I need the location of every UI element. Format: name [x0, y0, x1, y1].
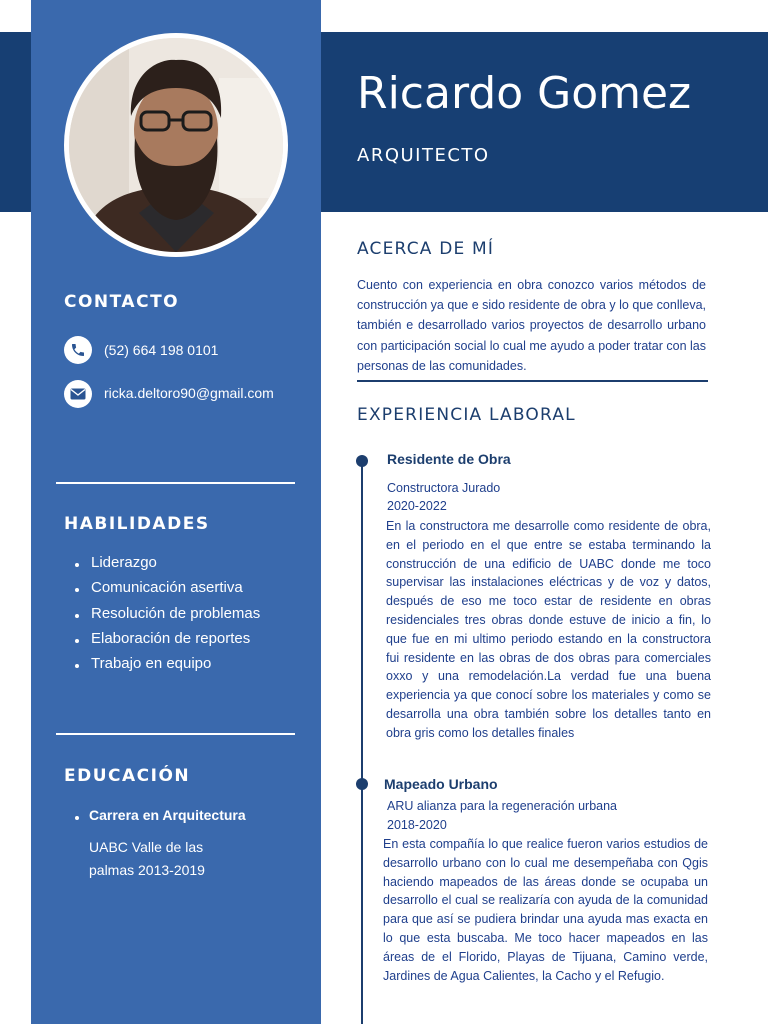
timeline-line — [361, 459, 363, 1024]
education-school-line: UABC Valle de las — [89, 839, 204, 855]
skill-item: Comunicación asertiva — [72, 577, 260, 602]
phone-number[interactable]: (52) 664 198 0101 — [104, 342, 219, 358]
timeline-dot — [356, 778, 368, 790]
candidate-name: Ricardo Gomez — [357, 68, 692, 119]
job-title: Residente de Obra — [387, 451, 511, 467]
experience-heading: EXPERIENCIA LABORAL — [357, 405, 576, 425]
skill-item: Trabajo en equipo — [72, 653, 260, 678]
education-degree: Carrera en Arquitectura — [72, 807, 246, 823]
email-address[interactable]: ricka.deltoro90@gmail.com — [104, 385, 274, 401]
about-text: Cuento con experiencia en obra conozco varios métodos de construcción ya que e sido residente de obra y lo que conlleva, también e desarrollado varios proyectos de desarrollo urbano con participación social lo cual me ayudo a poder tratar con las personas de las comunidades. — [357, 278, 706, 373]
education-school-line: palmas 2013-2019 — [89, 862, 205, 878]
profile-photo — [69, 38, 283, 252]
skills-heading: HABILIDADES — [64, 514, 210, 534]
education-heading: EDUCACIÓN — [64, 766, 191, 786]
job-description: En la constructora me desarrolle como residente de obra, en el periodo en el que entre se estaba terminando la construcción de una edificio de UABC donde me toco supervisar las instalaciones eléctricas y de voz y datos, después de eso me toco estar de residente en obras residenciales tres obras donde estuve de inicio a fin, lo que fue en mi ultimo periodo estando en la constructora fui residente en las obras de dos obras para comerciales oxxo y una remodelación.La verdad fue una buena experiencia ya que conocí sobre los materiales y como se desarrolla una obra también sobre los detalles tanto en obra gris como los detalles finales — [386, 519, 711, 740]
contact-heading: CONTACTO — [64, 292, 180, 312]
education-school — [89, 836, 205, 882]
job-company: ARU alianza para la regeneración urbana — [387, 799, 618, 813]
timeline-dot — [356, 455, 368, 467]
skills-list — [72, 552, 260, 678]
phone-icon — [64, 336, 92, 364]
skills-divider — [56, 733, 295, 735]
about-divider — [357, 380, 708, 382]
skill-item: Liderazgo — [72, 552, 260, 577]
job-period: 2018-2020 — [387, 818, 447, 832]
job-description: En esta compañía lo que realice fueron varios estudios de desarrollo urbano con lo cual me desempeñaba con Qgis haciendo mapeados de las áreas donde se ocupaba un desarrollo el cual se realizaría con ayuda de la comunidad para que así se pudiera brindar una ayuda mas exacta en lo que esta buscaba. Me toco hacer mapeados en las áreas de el Florido, Playas de Tijuana, Camino verde, Jardines de Agua Calientes, la Cacho y el Refugio. — [383, 837, 708, 983]
job-company: Constructora Jurado — [387, 481, 501, 495]
skill-item: Resolución de problemas — [72, 603, 260, 628]
candidate-role: ARQUITECTO — [357, 145, 490, 166]
job-title: Mapeado Urbano — [384, 776, 498, 792]
about-heading: ACERCA DE MÍ — [357, 239, 495, 259]
contact-divider — [56, 482, 295, 484]
job-period: 2020-2022 — [387, 499, 447, 513]
skill-item: Elaboración de reportes — [72, 628, 260, 653]
email-icon — [64, 380, 92, 408]
